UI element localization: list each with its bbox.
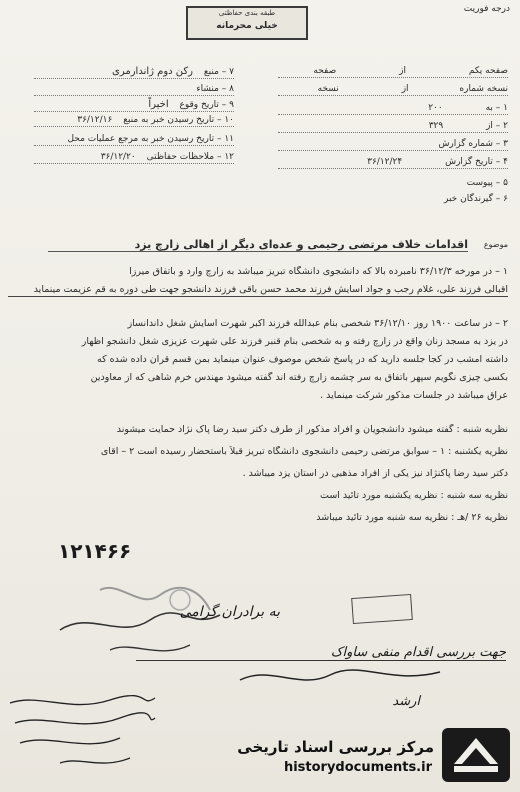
priority-label: درجه فوریت [463,4,510,14]
body-line-4: در یزد به مسجد زنان واقع در زارچ رفته و به شخصی بنام قنبر فرزند علی شهرت عزیزی شغل دانشجو اظهار [81,336,508,347]
received-stamp [351,594,413,624]
body-line-6: بکسی چیزی نگویم سپهر باتفاق به سر چشمه زارچ رفته اند گفته میشود مهندس خرم شاهی که از معاودین [90,372,508,383]
form-row-to: ۱ – به ۲۰۰ [278,103,508,115]
watermark-title: مرکز بررسی اسناد تاریخی [237,738,434,756]
body-line-5: داشته امشب در کجا جلسه دارید که در پاسخ شخص موصوف عنوان مینماید بمن قسم قرآن داده شده که [97,354,508,365]
form-row-report-date: ۴ – تاریخ گزارش ۳۶/۱۲/۲۴ [278,157,508,169]
body-line-1: ۱ – در مورخه ۳۶/۱۲/۳ نامبرده بالا که دانشجوی دانشگاه تبریز میباشد به زارچ وارد و باتفاق میرزا [129,266,508,277]
form-row-security-notes: ۱۲ – ملاحظات حفاظتی ۳۶/۱۲/۲۰ [34,152,234,164]
subject-label: موضوع [483,240,508,249]
handwritten-note-1: به برادران گرامی [179,604,280,620]
note-tuesday: نظریه سه شنبه : نظریه یکشنبه مورد تائید است [319,490,508,501]
body-line-7: عراق میباشد در جلسات مذکور شرکت مینماید . [320,390,508,401]
note-26: نظریه ۲۶ /هـ : نظریه سه شنبه مورد تائید میباشد [316,512,508,523]
form-row-copy: نسخه شماره از نسخه [278,84,508,96]
form-row-operations-date: ۱۱ – تاریخ رسیدن خبر به مرجع عملیات محل [34,134,234,146]
form-row-source: ۷ – منبع رکن دوم ژاندارمری [34,66,234,79]
subject-text: اقدامات خلاف مرتضی رحیمی و عده‌ای دیگر از اهالی زارچ یزد [48,238,468,252]
note-sunday-2: دکتر سید رضا پاکنژاد نیز یکی از افراد مذهبی در استان یزد میباشد . [242,468,508,479]
form-row-attachment: ۵ – پیوست [466,178,508,188]
form-row-origin: ۸ – منشاء [34,84,234,96]
stamp-classification: خیلی محرمانه [216,21,278,31]
handwritten-note-2: جهت بررسی اقدام منفی ساواک [136,645,506,661]
classification-stamp [186,6,308,40]
form-row-report-number: ۳ – شماره گزارش [278,139,508,151]
body-line-3: ۲ – در ساعت ۱۹۰۰ روز ۳۶/۱۲/۱۰ شخصی بنام عبدالله فرزند اکبر شهرت آسایش شغل داندانساز [127,318,508,329]
stamp-caption: طبقه بندی حفاظتی [218,9,276,17]
form-row-page: صفحه یکم از صفحه [278,66,508,78]
file-number: ۱۲۱۴۶۶ [58,539,132,563]
body-line-2: اقبالی فرزند علی، غلام رجب و جواد آسایش فرزند محمد حسن باقی فرزند دانشجو جهت طی دوره به قم عزیمت مینماید [8,284,508,297]
form-row-recipients: ۶ – گیرندگان خبر [443,194,508,204]
archive-logo-icon [436,724,516,786]
archive-logo [436,724,516,786]
handwritten-note-3: ارشد [392,694,420,709]
note-sunday-1: نظریه یکشنبه : ۱ – سوابق مرتضی رحیمی دانشجوی دانشگاه تبریز قبلاً باستحضار رسیده است ۲ – آقای [100,446,508,457]
handwritten-scribble-left [40,570,240,680]
form-row-event-date: ۹ – تاریخ وقوع اخیراً [34,99,234,112]
note-saturday: نظریه شنبه : گفته میشود دانشجویان و افراد مذکور از طرف دکتر سید رضا پاک نژاد حمایت میشوند [116,424,508,435]
form-row-news-date: ۱۰ – تاریخ رسیدن خبر به منبع ۳۶/۱۲/۱۶ [34,115,234,127]
watermark-url: historydocuments.ir [283,760,432,775]
form-row-from: ۲ – از ۳۲۹ [278,121,508,133]
handwritten-block-left [0,688,160,778]
